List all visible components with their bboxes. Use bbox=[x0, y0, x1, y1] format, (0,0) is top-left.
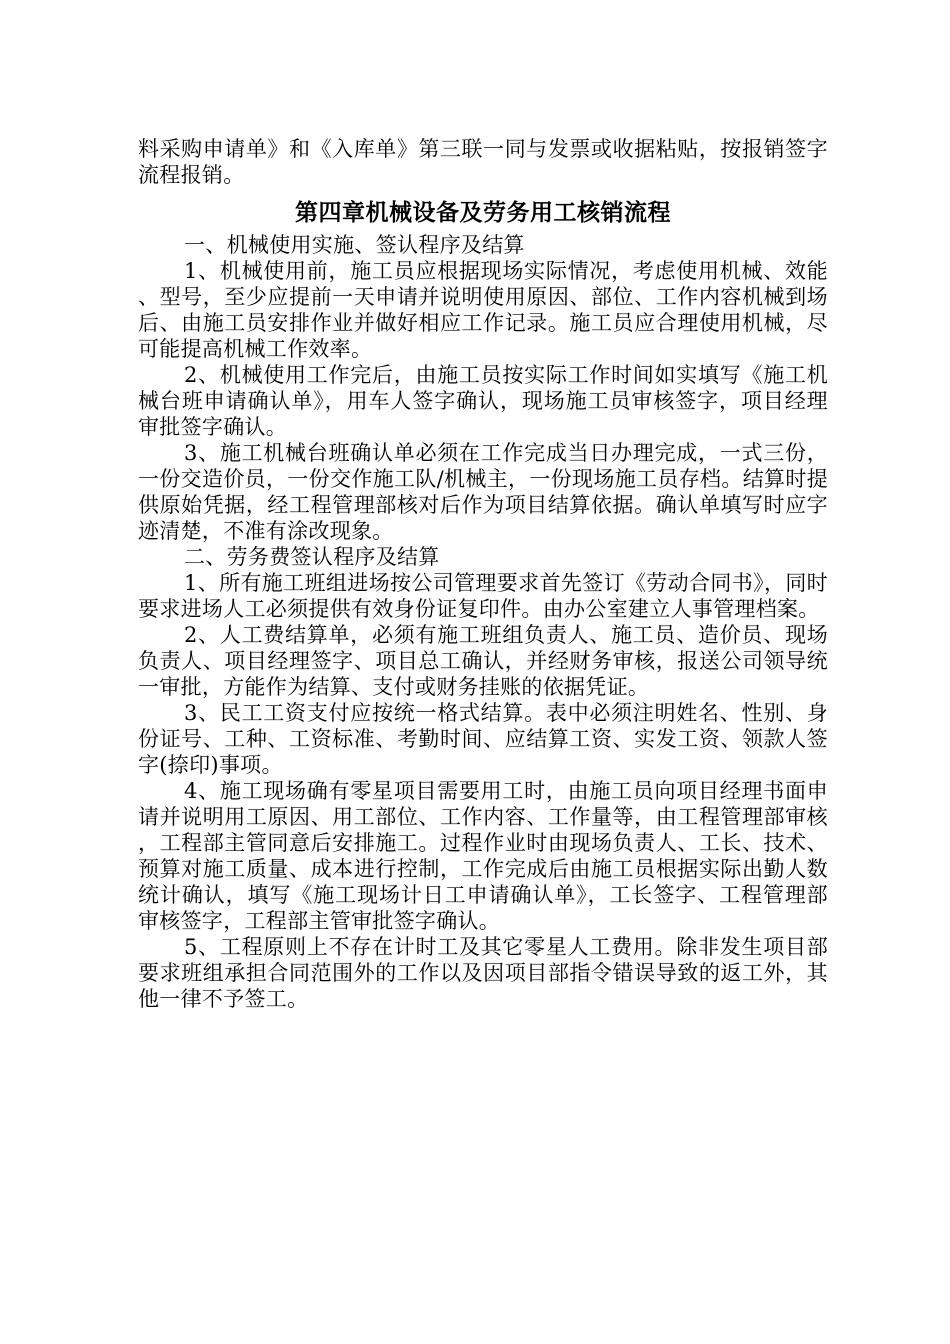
section2-item-4: 4、施工现场确有零星项目需要用工时，由施工员向项目经理书面申请并说明用工原因、用工部位、工作内容、工作量等，由工程管理部审核，工程部主管同意后安排施工。过程作业时由现场负责人、工长、技术、预算对施工质量、成本进行控制，工作完成后由施工员根据实际出勤人数统计确认，填写《施工现场计日工申请确认单》，工长签字、工程管理部审核签字，工程部主管审批签字确认。 bbox=[138, 779, 828, 933]
section2-item-1: 1、所有施工班组进场按公司管理要求首先签订《劳动合同书》，同时要求进场人工必须提供有效身份证复印件。由办公室建立人事管理档案。 bbox=[138, 571, 828, 621]
section2-item-5: 5、工程原则上不存在计时工及其它零星人工费用。除非发生项目部要求班组承担合同范围外的工作以及因项目部指令错误导致的返工外，其他一律不予签工。 bbox=[138, 935, 828, 1011]
document-body bbox=[138, 136, 828, 1012]
continuation-paragraph: 料采购申请单》和《入库单》第三联一同与发票或收据粘贴，按报销签字流程报销。 bbox=[138, 137, 828, 187]
section1-heading: 一、机械使用实施、签认程序及结算 bbox=[184, 233, 525, 257]
section1-item-1: 1、机械使用前，施工员应根据现场实际情况，考虑使用机械、效能、型号，至少应提前一天申请并说明使用原因、部位、工作内容机械到场后、由施工员安排作业并做好相应工作记录。施工员应合理使用机械，尽可能提高机械工作效率。 bbox=[138, 259, 828, 361]
section2-item-2: 2、人工费结算单，必须有施工班组负责人、施工员、造价员、现场负责人、项目经理签字、项目总工确认，并经财务审核，报送公司领导统一审批，方能作为结算、支付或财务挂账的依据凭证。 bbox=[138, 623, 828, 699]
section2-heading: 二、劳务费签认程序及结算 bbox=[184, 545, 440, 569]
section1-item-3: 3、施工机械台班确认单必须在工作完成当日办理完成，一式三份，一份交造价员，一份交作施工队/机械主，一份现场施工员存档。结算时提供原始凭据，经工程管理部核对后作为项目结算依据。确认单填写时应字迹清楚，不准有涂改现象。 bbox=[138, 441, 828, 543]
chapter-title: 第四章机械设备及劳务用工核销流程 bbox=[295, 200, 671, 226]
section2-item-3: 3、民工工资支付应按统一格式结算。表中必须注明姓名、性别、身份证号、工种、工资标准、考勤时间、应结算工资、实发工资、领款人签字(捺印)事项。 bbox=[138, 701, 828, 777]
section1-item-2: 2、机械使用工作完后，由施工员按实际工作时间如实填写《施工机械台班申请确认单》，用车人签字确认，现场施工员审核签字，项目经理审批签字确认。 bbox=[138, 363, 828, 439]
